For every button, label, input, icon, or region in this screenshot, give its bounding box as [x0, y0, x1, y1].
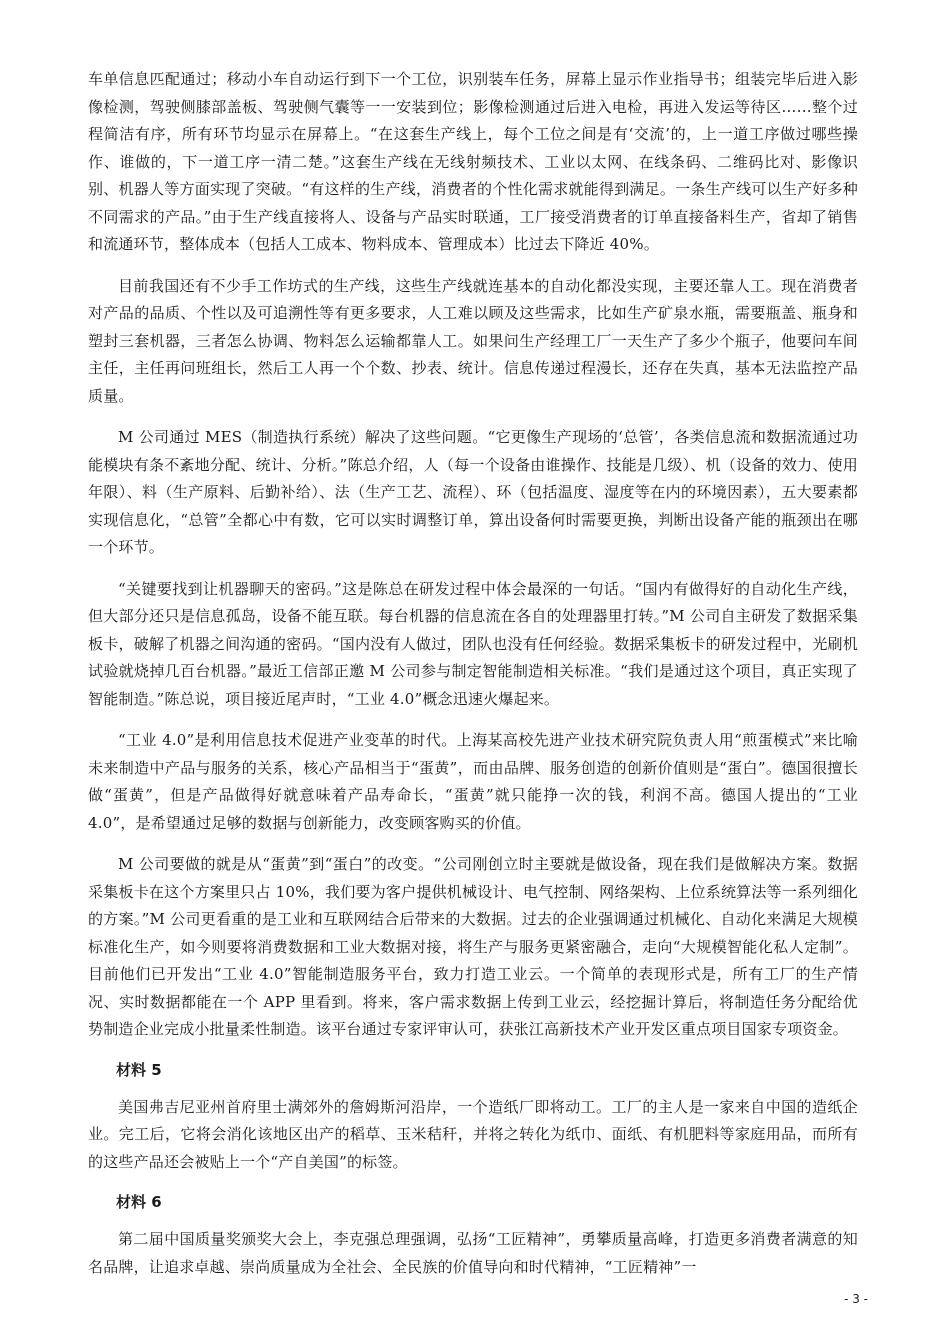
paragraph-3: M 公司通过 MES（制造执行系统）解决了这些问题。“它更像生产现场的‘总管’，各类信息流和数据流通过功能模块有条不紊地分配、统计、分析。”陈总介绍，人（每一个设备由谁操作、技能是几级）、机（设备的效力、使用年限）、料（生产原料、后勤补给）、法（生产工艺、流程）、环（包括温度、湿度等在内的环境因素），五大要素都实现信息化，“总管”全都心中有数，它可以实时调整订单，算出设备何时需要更换，判断出设备产能的瓶颈出在哪一个环节。: [88, 428, 858, 556]
material-6-heading: 材料 6: [116, 1193, 162, 1211]
paragraph-5: “工业 4.0”是利用信息技术促进产业变革的时代。上海某高校先进产业技术研究院负责人用“煎蛋模式”来比喻未来制造中产品与服务的关系，核心产品相当于“蛋黄”，而由品牌、服务创造的创新价值则是“蛋白”。德国很擅长做“蛋黄”，但是产品做得好就意味着产品寿命长，“蛋黄”就只能挣一次的钱，利润不高。德国人提出的“工业 4.0”，是希望通过足够的数据与创新能力，改变顾客购买的价值。: [88, 731, 858, 832]
material-6-text: 第二届中国质量奖颁奖大会上，李克强总理强调，弘扬“工匠精神”，勇攀质量高峰，打造更多消费者满意的知名品牌，让追求卓越、崇尚质量成为全社会、全民族的价值导向和时代精神，“工匠精神”一: [88, 1230, 858, 1276]
document-page: [88, 66, 858, 1295]
paragraph-1: 车单信息匹配通过；移动小车自动运行到下一个工位，识别装车任务，屏幕上显示作业指导书；组装完毕后进入影像检测，驾驶侧膝部盖板、驾驶侧气囊等一一安装到位；影像检测通过后进入电检，再进入发运等待区……整个过程简洁有序，所有环节均显示在屏幕上。“在这套生产线上，每个工位之间是有‘交流’的，上一道工序做过哪些操作、谁做的，下一道工序一清二楚。”这套生产线在无线射频技术、工业以太网、在线条码、二维码比对、影像识别、机器人等方面实现了突破。“有这样的生产线，消费者的个性化需求就能得到满足。一条生产线可以生产好多种不同需求的产品。”由于生产线直接将人、设备与产品实时联通，工厂接受消费者的订单直接备料生产，省却了销售和流通环节，整体成本（包括人工成本、物料成本、管理成本）比过去下降近 40%。: [88, 70, 858, 253]
paragraph-2: 目前我国还有不少手工作坊式的生产线，这些生产线就连基本的自动化都没实现，主要还靠人工。现在消费者对产品的品质、个性以及可追溯性等有更多要求，人工难以顾及这些需求，比如生产矿泉水瓶，需要瓶盖、瓶身和塑封三套机器，三者怎么协调、物料怎么运输都靠人工。如果问生产经理工厂一天生产了多少个瓶子，他要问车间主任，主任再问班组长，然后工人再一个个数、抄表、统计。信息传递过程漫长，还存在失真，基本无法监控产品质量。: [88, 276, 858, 405]
material-5-heading: 材料 5: [116, 1060, 162, 1079]
material-5-text: 美国弗吉尼亚州首府里士满郊外的詹姆斯河沿岸，一个造纸厂即将动工。工厂的主人是一家来自中国的造纸企业。完工后，它将会消化该地区出产的稻草、玉米秸秆，并将之转化为纸巾、面纸、有机肥料等家庭用品，而所有的这些产品还会被贴上一个“产自美国”的标签。: [88, 1097, 858, 1171]
paragraph-6: M 公司要做的就是从“蛋黄”到“蛋白”的改变。“公司刚创立时主要就是做设备，现在我们是做解决方案。数据采集板卡在这个方案里只占 10%，我们要为客户提供机械设计、电气控制、网络架构、上位系统算法等一系列细化的方案。”M 公司更看重的是工业和互联网结合后带来的大数据。过去的企业强调通过机械化、自动化来满足大规模标准化生产，如今则要将消费数据和工业大数据对接，将生产与服务更紧密融合，走向“大规模智能化私人定制”。目前他们已开发出“工业 4.0”智能制造服务平台，致力打造工业云。一个简单的表现形式是，所有工厂的生产情况、实时数据都能在一个 APP 里看到。将来，客户需求数据上传到工业云，经挖掘计算后，将制造任务分配给优势制造企业完成小批量柔性制造。该平台通过专家评审认可，获张江高新技术产业开发区重点项目国家专项资金。: [88, 855, 858, 1038]
paragraph-4: “关键要找到让机器聊天的密码。”这是陈总在研发过程中体会最深的一句话。“国内有做得好的自动化生产线，但大部分还只是信息孤岛，设备不能互联。每台机器的信息流在各自的处理器里打转。”M 公司自主研发了数据采集板卡，破解了机器之间沟通的密码。“国内没有人做过，团队也没有任何经验。数据采集板卡的研发过程中，光刷机试验就烧掉几百台机器。”最近工信部正邀 M 公司参与制定智能制造相关标准。“我们是通过这个项目，真正实现了智能制造。”陈总说，项目接近尾声时，“工业 4.0”概念迅速火爆起来。: [88, 579, 858, 708]
page-number: - 3 -: [844, 1292, 868, 1306]
